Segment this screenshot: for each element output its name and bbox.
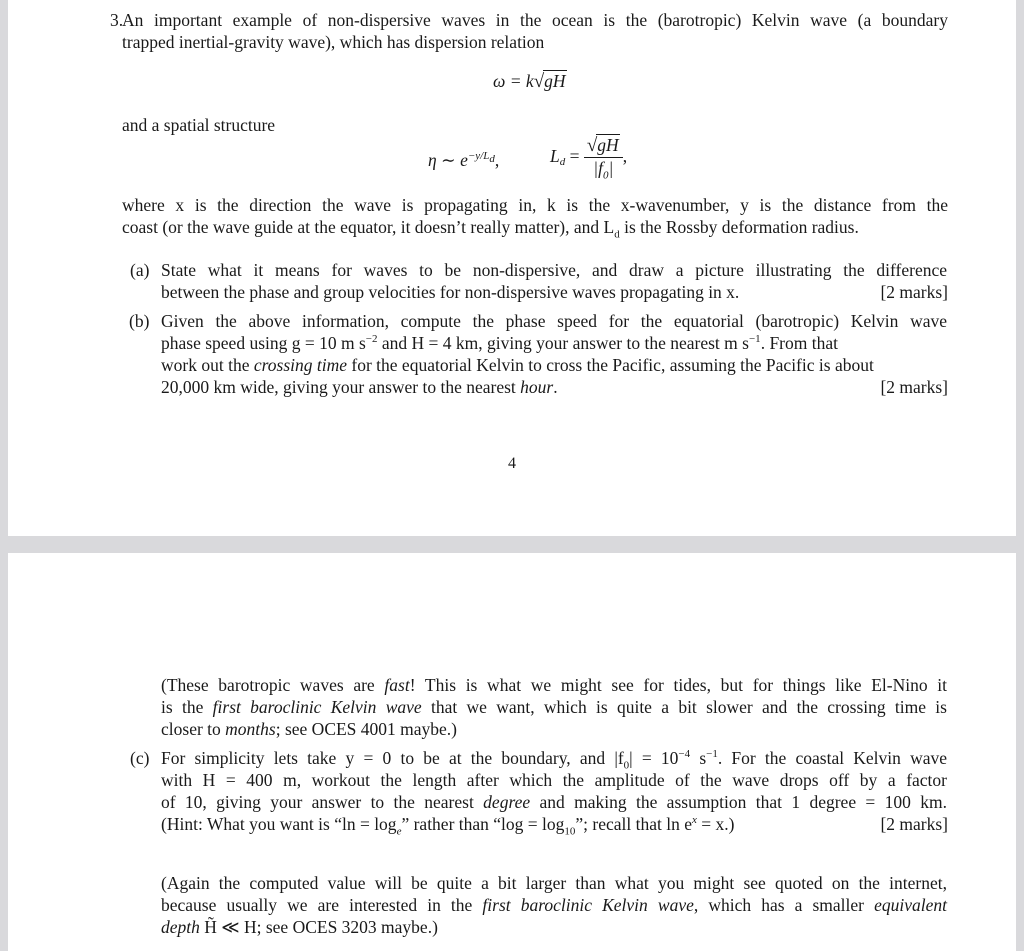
hour-term: hour — [520, 377, 554, 397]
note2-line1: (Again the computed value will be quite a bit larger than what you might see quoted on the internet, — [161, 873, 947, 893]
part-b-label: (b) — [129, 311, 150, 331]
eq2-exponent: −y/L — [467, 150, 490, 163]
eq2-exponent-sub: d — [489, 153, 495, 166]
question-intro-line2: trapped inertial-gravity wave), which has dispersion relation — [122, 32, 545, 52]
eq3-denominator-end: | — [608, 158, 614, 178]
eq3-comma: , — [622, 146, 628, 166]
eq3-numerator: gH — [597, 135, 619, 155]
depth-term: depth — [161, 917, 200, 937]
part-b-marks: [2 marks] — [880, 377, 948, 397]
part-c-sup2: −1 — [706, 748, 718, 761]
question-intro-line1: An important example of non-dispersive waves in the ocean is the (barotropic) Kelvin wave (a boundary — [122, 10, 948, 30]
note1-line1b: ! This is what we might see for tides, but for things like El-Nino it — [409, 675, 947, 695]
sqrt-symbol-2: √ — [586, 135, 598, 156]
where-line2-end: is the Rossby deformation radius. — [619, 217, 859, 237]
eq2-eta: η ∼ e — [428, 150, 468, 170]
eq3-fraction — [584, 134, 623, 182]
note1-line1a: (These barotropic waves are — [161, 675, 385, 695]
part-c-line1c: s — [690, 748, 707, 768]
part-a-label: (a) — [130, 260, 150, 280]
part-b-line4 — [161, 376, 558, 398]
part-a-line2: between the phase and group velocities for non-dispersive waves propagating in x. — [161, 282, 740, 302]
note2-line2b: , which has a smaller — [693, 895, 875, 915]
where-line1: where x is the direction the wave is propagating in, k is the x-wavenumber, y is the distance from the — [122, 195, 948, 215]
part-b-line2a: phase speed using g = 10 m s — [161, 333, 366, 353]
document-page-2 — [8, 553, 1016, 951]
part-c-sup1: −4 — [678, 748, 691, 761]
degree-term: degree — [483, 792, 531, 812]
part-c-line4d: = x.) — [696, 814, 735, 834]
dispersion-relation-equation — [493, 70, 567, 93]
part-c-sub-e: e — [396, 825, 402, 838]
note2-line2 — [161, 894, 947, 916]
part-b-line3 — [161, 354, 874, 376]
part-c-line3 — [161, 791, 947, 813]
note1-line2a: is the — [161, 697, 213, 717]
fast-term: fast — [384, 675, 410, 695]
months-term: months — [225, 719, 276, 739]
part-c-marks: [2 marks] — [880, 814, 948, 834]
where-line2-text: coast (or the wave guide at the equator, it doesn’t really matter), and L — [122, 217, 615, 237]
baroclinic-term-2: first baroclinic Kelvin wave — [482, 895, 694, 915]
part-c-line3a: of 10, giving your answer to the nearest — [161, 792, 484, 812]
note1-line1 — [161, 674, 947, 696]
note2-line2a: because usually we are interested in the — [161, 895, 483, 915]
question-number: 3. — [110, 10, 124, 30]
part-c-line1d: . For the coastal Kelvin wave — [717, 748, 948, 768]
part-c-line1a: For simplicity lets take y = 0 to be at the boundary, and |f — [161, 748, 624, 768]
note1-line2b: that we want, which is quite a bit slower and the crossing time is — [421, 697, 947, 717]
part-b-sup2: −1 — [748, 333, 761, 346]
where-line2-sub: d — [614, 228, 620, 241]
part-c-label: (c) — [130, 748, 150, 768]
part-a-line1: State what it means for waves to be non-dispersive, and draw a picture illustrating the difference — [161, 260, 947, 280]
page-number: 4 — [508, 455, 516, 472]
eq2-comma: , — [494, 150, 500, 170]
part-b-line4a: 20,000 km wide, giving your answer to the nearest — [161, 377, 521, 397]
part-c-line4b: ” rather than “log = log — [401, 814, 565, 834]
note1-line3 — [161, 718, 457, 740]
eq3-equals: = — [565, 146, 584, 166]
where-line2 — [122, 216, 859, 241]
part-c-line4a: (Hint: What you want is “ln = log — [161, 814, 397, 834]
part-b-line2 — [161, 332, 838, 354]
note1-line3b: ; see OCES 4001 maybe.) — [275, 719, 458, 739]
part-b-line1: Given the above information, compute the phase speed for the equatorial (barotropic) Kelvin wave — [161, 311, 947, 331]
baroclinic-term: first baroclinic Kelvin wave — [212, 697, 422, 717]
spatial-structure-equation — [428, 150, 499, 171]
document-page-1 — [8, 0, 1016, 536]
note2-line3b: H̃ ≪ H; see OCES 3203 maybe.) — [199, 917, 438, 937]
eq3-L-sub: d — [559, 156, 566, 169]
note1-line2 — [161, 696, 947, 718]
part-c-sub1: 0 — [623, 759, 630, 772]
eq3-denominator: |f — [593, 158, 603, 178]
note1-line3a: closer to — [161, 719, 226, 739]
eq3-L: L — [550, 146, 560, 166]
part-b-line3a: work out the — [161, 355, 254, 375]
equivalent-term: equivalent — [874, 895, 947, 915]
part-a-marks: [2 marks] — [880, 282, 948, 302]
eq3-denominator-sub: 0 — [602, 169, 609, 182]
part-c-line3b: and making the assumption that 1 degree = 100 km. — [530, 792, 947, 812]
crossing-time-term: crossing time — [253, 355, 348, 375]
sqrt-symbol: √ — [533, 71, 545, 92]
part-c-line1 — [161, 747, 948, 772]
part-c-line4c: ”; recall that ln e — [575, 814, 692, 834]
part-b-line3b: for the equatorial Kelvin to cross the Pacific, assuming the Pacific is about — [347, 355, 874, 375]
spatial-structure-intro: and a spatial structure — [122, 115, 276, 135]
part-c-line4 — [161, 813, 735, 838]
eq1-lhs: ω = k — [493, 71, 534, 91]
part-b-line4b: . — [553, 377, 558, 397]
part-c-line1b: | = 10 — [629, 748, 679, 768]
part-c-line2: with H = 400 m, workout the length after which the amplitude of the wave drops off by a factor — [161, 770, 947, 790]
part-c-sup-x: x — [692, 814, 697, 827]
part-c-sub-10: 10 — [564, 825, 576, 838]
deformation-radius-equation — [550, 134, 628, 182]
part-b-line2b: and H = 4 km, giving your answer to the nearest m s — [377, 333, 749, 353]
part-b-sup1: −2 — [365, 333, 378, 346]
note2-line3 — [161, 916, 438, 938]
part-b-line2c: . From that — [760, 333, 838, 353]
eq1-radicand: gH — [544, 71, 566, 91]
